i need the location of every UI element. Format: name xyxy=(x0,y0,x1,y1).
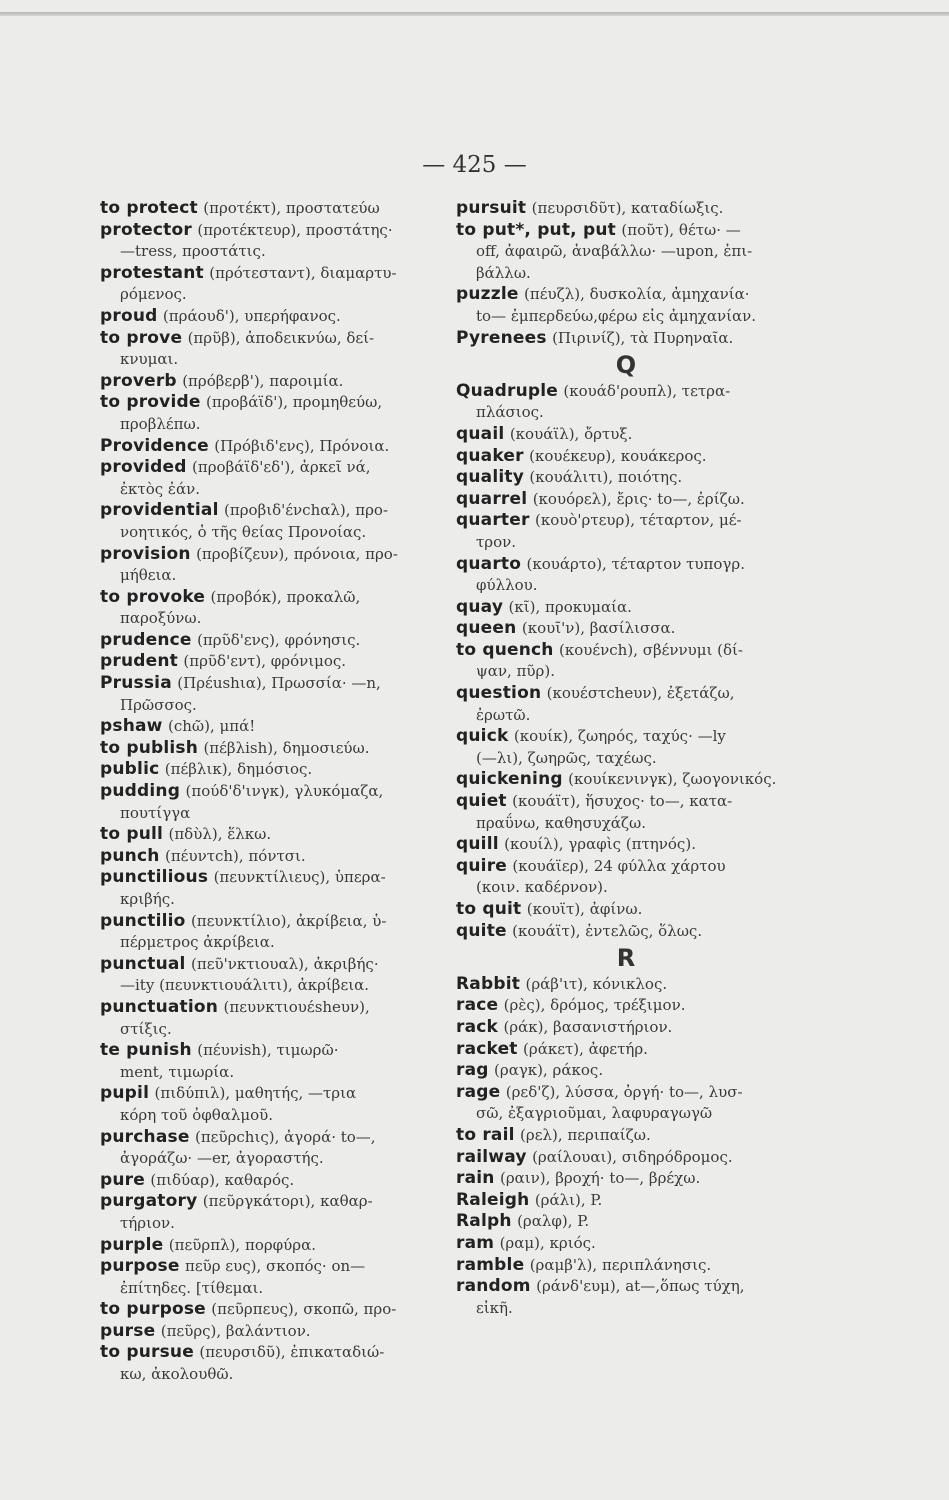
entry-continuation: (κοιν. καδέρνον). xyxy=(476,878,608,897)
entry-definition: (ραμ), κριός. xyxy=(499,1233,596,1252)
left-column xyxy=(100,198,440,1386)
entry-headword: ramble xyxy=(456,1254,525,1275)
entry-definition: (πεῦργκάτορι), καθαρ- xyxy=(202,1192,373,1211)
dictionary-entry xyxy=(456,1190,796,1212)
entry-definition: (πευνκτίλιο), ἀκρίβεια, ὑ- xyxy=(190,911,387,930)
entry-definition: (κουένch), σβέννυμι (δί- xyxy=(559,640,743,659)
entry-definition: (κουάδ'ρουπλ), τετρα- xyxy=(563,381,731,400)
dictionary-entry xyxy=(456,618,796,640)
entry-definition: (πεῦρς), βαλάντιον. xyxy=(160,1321,311,1340)
dictionary-entry xyxy=(100,997,440,1040)
entry-headword: ram xyxy=(456,1232,495,1253)
entry-definition: (πέυντch), πόντσι. xyxy=(164,846,306,865)
entry-continuation: ψαν, πῦρ). xyxy=(476,662,555,681)
dictionary-entry xyxy=(456,1255,796,1277)
entry-definition: (κουόρελ), ἔρις· to—, ἐρίζω. xyxy=(532,489,745,508)
entry-headword: te punish xyxy=(100,1040,192,1061)
entry-headword: Raleigh xyxy=(456,1189,530,1210)
entry-definition: (ράνδ'ευμ), at—,ὅπως τύχη, xyxy=(536,1277,745,1296)
dictionary-entry xyxy=(100,328,440,371)
dictionary-entry xyxy=(100,1321,440,1343)
entry-headword: provision xyxy=(100,543,191,564)
entry-headword: punctuation xyxy=(100,996,219,1017)
entry-definition: (πευρσιδῦτ), καταδίωξις. xyxy=(531,199,724,217)
dictionary-entry xyxy=(100,306,440,328)
entry-headword: purse xyxy=(100,1320,156,1341)
entry-headword: to put*, put, put xyxy=(456,219,616,240)
entry-definition: (πέβλικ), δημόσιος. xyxy=(164,760,313,779)
dictionary-entry xyxy=(456,640,796,683)
entry-definition: (πευνκτιουέsheυν), xyxy=(223,997,370,1016)
dictionary-entry xyxy=(456,424,796,446)
entry-continuation: πλάσιος. xyxy=(476,403,544,422)
page-number: — 425 — xyxy=(422,152,527,178)
dictionary-entry xyxy=(100,198,440,220)
dictionary-entry xyxy=(100,738,440,760)
entry-definition: (προβάϊδ'), προμηθεύω, xyxy=(205,393,383,412)
entry-headword: Ralph xyxy=(456,1211,512,1232)
entry-continuation: κω, ἀκολουθῶ. xyxy=(120,1365,234,1384)
dictionary-entry xyxy=(456,974,796,996)
dictionary-entry xyxy=(100,781,440,824)
entry-definition: (κουίλ), γραφὶς (πτηνός). xyxy=(504,835,696,854)
dictionary-entry xyxy=(100,1256,440,1299)
dictionary-entry xyxy=(100,1235,440,1257)
dictionary-entry xyxy=(456,597,796,619)
entry-continuation: (—λι), ζωηρῶς, ταχέως. xyxy=(476,748,657,767)
entry-definition: (πδὺλ), ἕλκω. xyxy=(168,825,272,844)
entry-headword: rack xyxy=(456,1016,499,1037)
entry-definition: (κουάρτο), τέταρτον τυπογρ. xyxy=(526,554,745,573)
dictionary-entry xyxy=(100,759,440,781)
entry-definition: (ράβ'ιτ), κόνικλος. xyxy=(525,974,668,993)
entry-definition: (πέυνish), τιμωρῶ· xyxy=(197,1041,339,1060)
entry-continuation: φύλλου. xyxy=(476,576,538,595)
entry-definition: (προβίζευν), πρόνοια, προ- xyxy=(196,544,398,563)
entry-headword: quarrel xyxy=(456,488,528,509)
entry-headword: punctilio xyxy=(100,910,186,931)
entry-definition: (πρῦδ'εντ), φρόνιμος. xyxy=(183,652,347,671)
entry-definition: (ραιν), βροχή· to—, βρέχω. xyxy=(500,1169,701,1188)
entry-headword: to prove xyxy=(100,327,183,348)
dictionary-entry xyxy=(456,791,796,834)
dictionary-entry xyxy=(100,263,440,306)
dictionary-entry xyxy=(456,554,796,597)
entry-definition: (Πρέushια), Πρωσσία· —n, xyxy=(177,674,381,693)
entry-definition: (πρῦβ), ἀποδεικνύω, δεί- xyxy=(187,328,375,347)
entry-headword: quarto xyxy=(456,553,522,574)
entry-headword: Pyrenees xyxy=(456,327,547,348)
entries-q xyxy=(456,381,796,942)
entry-definition: (πεῦ'νκτιουαλ), ἀκριβής· xyxy=(191,954,379,973)
dictionary-entry xyxy=(100,1299,440,1321)
dictionary-entry xyxy=(100,544,440,587)
entry-headword: prudent xyxy=(100,651,178,672)
dictionary-entry xyxy=(100,371,440,393)
entry-definition: (πεῦρchις), ἀγορά· to—, xyxy=(194,1127,376,1146)
dictionary-entry xyxy=(100,846,440,868)
entry-headword: quaker xyxy=(456,445,524,466)
dictionary-entry xyxy=(456,1082,796,1125)
entry-headword: quickening xyxy=(456,769,563,790)
entries-p xyxy=(456,198,796,349)
entry-headword: to provoke xyxy=(100,586,206,607)
dictionary-entry xyxy=(456,834,796,856)
entry-continuation: νοητικός, ὁ τῆς θείας Προνοίας. xyxy=(120,522,367,541)
entry-definition: (προβόκ), προκαλῶ, xyxy=(210,587,361,606)
entries-r xyxy=(456,974,796,1320)
dictionary-entry xyxy=(100,1040,440,1083)
dictionary-entry xyxy=(456,726,796,769)
entry-continuation: κνυμαι. xyxy=(120,350,179,369)
entry-definition: (πιδύπιλ), μαθητής, —τρια xyxy=(154,1084,357,1103)
entry-headword: rage xyxy=(456,1081,501,1102)
dictionary-entry xyxy=(456,921,796,943)
entry-continuation: παροξύνω. xyxy=(120,609,202,628)
entry-continuation: κόρη τοῦ ὀφθαλμοῦ. xyxy=(120,1105,274,1124)
dictionary-entry xyxy=(100,673,440,716)
entry-definition: (προτέκτ), προστατεύω xyxy=(203,199,380,217)
dictionary-entry xyxy=(456,1017,796,1039)
dictionary-entry xyxy=(100,716,440,738)
entry-definition: (ραμβ'λ), περιπλάνησις. xyxy=(529,1255,712,1274)
entry-headword: puzzle xyxy=(456,284,519,305)
entry-headword: racket xyxy=(456,1038,518,1059)
entry-continuation: Πρῶσσος. xyxy=(120,695,197,714)
entry-definition: (ρὲς), δρόμος, τρέξιμον. xyxy=(503,996,686,1015)
entry-headword: pshaw xyxy=(100,716,163,737)
dictionary-entry xyxy=(456,1233,796,1255)
entry-continuation: βάλλω. xyxy=(476,263,531,282)
entry-continuation: τήριον. xyxy=(120,1213,175,1232)
entry-headword: quality xyxy=(456,467,525,488)
entry-continuation: —tress, προστάτις. xyxy=(120,242,266,261)
dictionary-entry xyxy=(100,824,440,846)
entry-definition: (κουὸ'ρτευρ), τέταρτον, μέ- xyxy=(534,511,742,530)
entry-definition: (ποῦτ), θέτω· — xyxy=(621,220,741,239)
entry-definition: (ρεδ'ζ), λύσσα, ὀργή· to—, λυσ- xyxy=(505,1082,743,1101)
entry-definition: (κουίκ), ζωηρός, ταχύς· —ly xyxy=(513,727,726,746)
entry-definition: (πέβλish), δημοσιεύω. xyxy=(203,738,370,757)
entry-headword: question xyxy=(456,683,542,704)
entry-headword: pursuit xyxy=(456,198,527,218)
entry-headword: to publish xyxy=(100,737,199,758)
dictionary-entry xyxy=(100,1127,440,1170)
entry-headword: race xyxy=(456,995,499,1016)
dictionary-entry xyxy=(100,1170,440,1192)
dictionary-entry xyxy=(456,899,796,921)
entry-headword: punch xyxy=(100,845,160,866)
entry-definition: (ραγκ), ράκος. xyxy=(494,1061,604,1080)
entry-definition: (πρῦδ'ενς), φρόνησις. xyxy=(197,630,361,649)
entry-headword: pupil xyxy=(100,1083,150,1104)
page-top-edge xyxy=(0,12,949,16)
entry-headword: Rabbit xyxy=(456,973,521,994)
entry-continuation: —ity (πευνκτιουάλιτι), ἀκρίβεια. xyxy=(120,976,370,995)
entry-definition: (κουάϊτ), ἐντελῶς, ὅλως. xyxy=(512,921,703,940)
entry-continuation: to— ἐμπερδεύω,φέρω εἰς ἀμηχανίαν. xyxy=(476,306,757,325)
entry-definition: (πέυζλ), δυσκολία, ἀμηχανία· xyxy=(524,285,750,304)
entry-definition: (κουῖ'ν), βασίλισσα. xyxy=(521,619,676,638)
entry-definition: (ράκ), βασανιστήριον. xyxy=(503,1017,673,1036)
entry-continuation: τρον. xyxy=(476,532,517,551)
entry-headword: quail xyxy=(456,423,505,444)
entry-continuation: off, ἀφαιρῶ, ἀναβάλλω· —upon, ἐπι- xyxy=(476,242,753,261)
entry-definition: (πιδύαρ), καθαρός. xyxy=(150,1170,295,1189)
entry-definition: (πεῦρπλ), πορφύρα. xyxy=(168,1235,317,1254)
entry-definition: (κουάλιτι), ποιότης. xyxy=(529,468,683,487)
entry-headword: quiet xyxy=(456,791,507,812)
entry-continuation: ἐρωτῶ. xyxy=(476,705,531,724)
section-heading-q: Q xyxy=(615,351,637,380)
entry-headword: pure xyxy=(100,1169,145,1190)
entry-continuation: πουτίγγα xyxy=(120,803,191,822)
dictionary-entry xyxy=(456,381,796,424)
entry-headword: quick xyxy=(456,726,509,747)
entry-headword: random xyxy=(456,1276,531,1297)
entry-continuation: πέρμετρος ἀκρίβεια. xyxy=(120,933,275,952)
dictionary-entry xyxy=(100,954,440,997)
entry-definition: (κουέκευρ), κουάκερος. xyxy=(529,446,707,465)
dictionary-entry xyxy=(100,630,440,652)
dictionary-entry xyxy=(456,467,796,489)
dictionary-entry xyxy=(456,1147,796,1169)
entry-definition: (πράουδ'), υπερήφανος. xyxy=(162,306,341,325)
entry-headword: to pursue xyxy=(100,1342,194,1363)
entry-headword: quarter xyxy=(456,510,530,531)
dictionary-entry xyxy=(456,1039,796,1061)
dictionary-entry xyxy=(456,328,796,350)
dictionary-entry xyxy=(100,867,440,910)
dictionary-entry xyxy=(456,995,796,1017)
entry-definition: (προβάϊδ'εδ'), ἀρκεῖ νά, xyxy=(192,458,371,477)
entry-headword: purpose xyxy=(100,1256,180,1277)
entry-headword: to rail xyxy=(456,1124,515,1145)
entry-definition: (ραίλουαι), σιδηρόδρομος. xyxy=(532,1147,733,1166)
entry-headword: rag xyxy=(456,1060,489,1081)
entry-headword: to quit xyxy=(456,899,522,919)
dictionary-entry xyxy=(456,1211,796,1233)
entry-continuation: εἰκῆ. xyxy=(476,1298,513,1317)
dictionary-entry xyxy=(100,911,440,954)
entry-definition: (κουάϊλ), ὄρτυξ. xyxy=(509,424,633,443)
entry-headword: prudence xyxy=(100,629,192,650)
dictionary-entry xyxy=(100,220,440,263)
dictionary-entry xyxy=(100,457,440,500)
entry-definition: (πευνκτίλιευς), ὑπερα- xyxy=(213,868,386,887)
entry-definition: (κουϊτ), ἀφίνω. xyxy=(526,900,643,918)
dictionary-entry xyxy=(456,1276,796,1319)
dictionary-entry xyxy=(100,651,440,673)
dictionary-entry xyxy=(456,510,796,553)
entry-headword: quite xyxy=(456,920,507,941)
dictionary-entry xyxy=(456,769,796,791)
entry-definition: (chῶ), μπά! xyxy=(167,717,256,736)
entry-definition: (πευρσιδῦ), ἐπικαταδιώ- xyxy=(199,1343,385,1362)
entry-definition: (πρότεσταντ), διαμαρτυ- xyxy=(209,263,397,282)
entry-continuation: σῶ, ἐξαγριοῦμαι, λαφυραγωγῶ xyxy=(476,1104,713,1123)
entry-continuation: ment, τιμωρία. xyxy=(120,1062,235,1081)
entry-definition: (κουίκενινγκ), ζωογονικός. xyxy=(568,770,777,789)
entry-headword: to protect xyxy=(100,198,198,218)
entry-continuation: στίξις. xyxy=(120,1019,172,1038)
entry-headword: quire xyxy=(456,855,508,876)
entry-continuation: πραΰνω, καθησυχάζω. xyxy=(476,813,647,832)
right-column xyxy=(456,198,796,1319)
entry-definition: (προτέκτευρ), προστάτης· xyxy=(197,220,393,239)
entry-headword: queen xyxy=(456,618,517,639)
entry-definition: (Πιρινίζ), τὰ Πυρηναῖα. xyxy=(552,328,734,347)
dictionary-entry xyxy=(100,1342,440,1385)
entry-definition: (πρόβερβ'), παροιμία. xyxy=(182,371,344,390)
entry-headword: protector xyxy=(100,219,192,240)
entry-definition: (κουάϊερ), 24 φύλλα χάρτου xyxy=(512,856,726,875)
entry-headword: Providence xyxy=(100,435,209,456)
entry-headword: proverb xyxy=(100,370,177,391)
dictionary-entry xyxy=(456,856,796,899)
dictionary-entry xyxy=(100,1191,440,1234)
entry-continuation: κριβής. xyxy=(120,890,175,908)
entry-headword: provided xyxy=(100,457,187,478)
entry-definition: (ράλι), P. xyxy=(534,1190,603,1209)
entry-headword: Prussia xyxy=(100,673,172,694)
entry-definition: (πούδ'δ'ινγκ), γλυκόμαζα, xyxy=(185,782,384,801)
entry-continuation: ρόμενος. xyxy=(120,285,187,304)
entry-definition: (Πρόβιδ'ενς), Πρόνοια. xyxy=(214,436,390,455)
entry-headword: purple xyxy=(100,1234,164,1255)
entry-continuation: ἐκτὸς ἐάν. xyxy=(120,479,200,498)
entry-headword: protestant xyxy=(100,262,204,283)
dictionary-entry xyxy=(456,446,796,468)
entry-headword: punctilious xyxy=(100,867,209,888)
dictionary-entry xyxy=(456,683,796,726)
entry-headword: punctual xyxy=(100,953,186,974)
dictionary-entry xyxy=(456,1060,796,1082)
dictionary-entry xyxy=(100,436,440,458)
entry-continuation: μήθεια. xyxy=(120,566,177,585)
entry-headword: to provide xyxy=(100,392,201,413)
section-heading-r: R xyxy=(616,944,636,973)
dictionary-entry xyxy=(100,587,440,630)
entry-definition: (πεῦρπευς), σκοπῶ, προ- xyxy=(211,1300,397,1319)
dictionary-entry xyxy=(456,489,796,511)
entry-definition: (κουάϊτ), ἥσυχος· to—, κατα- xyxy=(512,792,733,811)
entry-headword: Quadruple xyxy=(456,380,559,401)
entry-definition: (ρελ), περιπαίζω. xyxy=(520,1125,651,1144)
entry-headword: quill xyxy=(456,834,499,855)
entry-definition: (ραλφ), P. xyxy=(517,1212,590,1231)
entry-headword: providential xyxy=(100,500,219,521)
dictionary-entry xyxy=(100,1083,440,1126)
entry-definition: (κουέστcheυν), ἐξετάζω, xyxy=(546,684,735,703)
entry-headword: proud xyxy=(100,305,158,326)
entry-continuation: ἀγοράζω· —er, ἀγοραστής. xyxy=(120,1149,324,1168)
entry-headword: quay xyxy=(456,596,504,617)
entry-headword: purchase xyxy=(100,1126,190,1147)
entry-headword: purgatory xyxy=(100,1191,198,1212)
dictionary-entry xyxy=(456,1125,796,1147)
dictionary-entry xyxy=(456,198,796,220)
entry-headword: to pull xyxy=(100,824,164,845)
entry-continuation: ἐπίτηδες. [τίθεμαι. xyxy=(120,1278,264,1297)
entry-definition: (ράκετ), ἀφετήρ. xyxy=(523,1039,648,1058)
dictionary-entry xyxy=(456,284,796,327)
entry-headword: to purpose xyxy=(100,1299,206,1320)
entry-headword: to quench xyxy=(456,639,554,660)
entry-headword: public xyxy=(100,759,160,780)
entry-definition: (κῖ), προκυμαία. xyxy=(508,597,632,616)
dictionary-entry xyxy=(456,1168,796,1190)
entry-headword: railway xyxy=(456,1146,527,1167)
entry-definition: πεῦρ ευς), σκοπός· on— xyxy=(184,1257,366,1276)
dictionary-entry xyxy=(100,500,440,543)
entry-continuation: προβλέπω. xyxy=(120,414,201,433)
dictionary-entry xyxy=(456,220,796,285)
entry-headword: rain xyxy=(456,1168,495,1189)
entry-headword: pudding xyxy=(100,781,181,802)
entry-definition: (προβιδ'ένchαλ), προ- xyxy=(224,501,389,520)
dictionary-entry xyxy=(100,392,440,435)
